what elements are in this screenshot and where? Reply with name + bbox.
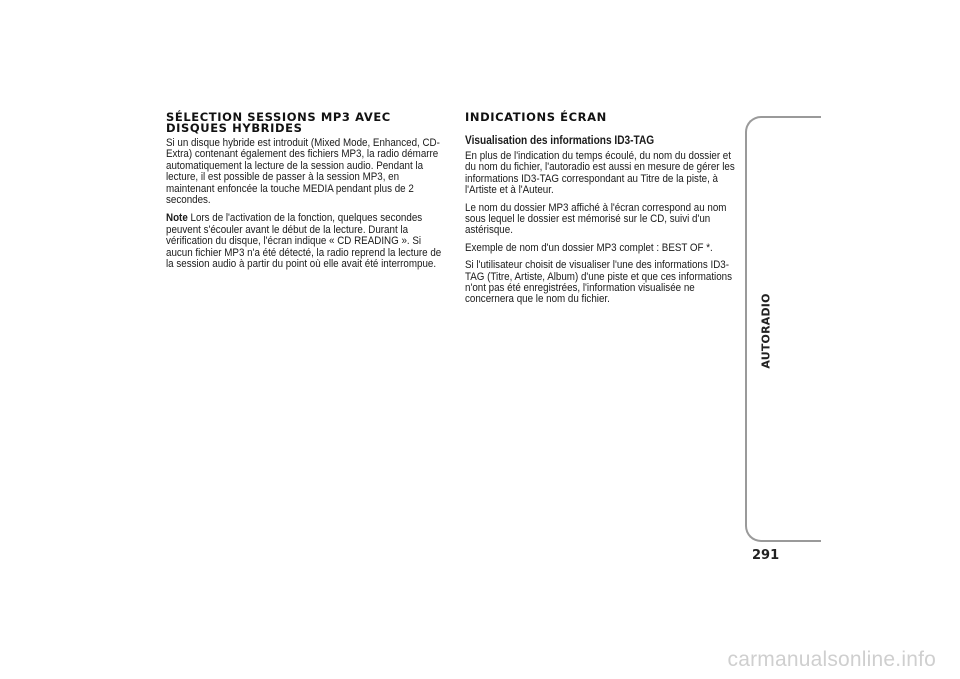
section-heading-mp3-sessions: [166, 112, 448, 134]
id3-paragraph-2: Le nom du dossier MP3 affiché à l'écran correspond au nom sous lequel le dossier est mémorisé sur le CD, suivi d'un astérisque.: [465, 201, 727, 237]
section-heading-display-indications: INDICATIONS ÉCRAN: [465, 110, 607, 124]
right-column: [465, 112, 741, 312]
heading-line-1: SÉLECTION SESSIONS MP3 AVEC: [166, 110, 391, 124]
note-text: Lors de l'activation de la fonction, quelques secondes peuvent s'écouler avant le début de la lecture. Durant la vérification du disque, l'écran indique « CD READING ». Si aucun fichier MP3 n'a été détecté, la radio reprend la lecture de la session audio à partir du point où elle avait été interrompue.: [166, 212, 442, 271]
left-column: [166, 112, 448, 277]
page-number: 291: [752, 548, 780, 563]
id3-paragraph-1: En plus de l'indication du temps écoulé, du nom du dossier et du nom du fichier, l'autoradio est aussi en mesure de gérer les informations ID3-TAG correspondant au Titre de la piste, à l'Artiste et à l'Auteur.: [465, 150, 735, 197]
id3-tag-subheading: Visualisation des informations ID3-TAG: [465, 135, 655, 147]
chapter-tab-label: [756, 293, 776, 369]
note-paragraph: [166, 213, 447, 270]
id3-paragraph-3: Exemple de nom d'un dossier MP3 complet : BEST OF *.: [465, 241, 713, 254]
id3-paragraph-4: Si l'utilisateur choisit de visualiser l'une des informations ID3-TAG (Titre, Artiste, Album) d'une piste et que ces informations n'ont pas été enregistrées, l'information visualisée ne concernera que le nom du fichier.: [465, 259, 733, 306]
watermark-text: carmanualsonline.info: [727, 648, 936, 671]
heading-line-2: DISQUES HYBRIDES: [166, 121, 303, 135]
chapter-tab-text: AUTORADIO: [759, 293, 773, 369]
note-label: Note: [166, 212, 188, 225]
hybrid-disc-paragraph: Si un disque hybride est introduit (Mixed Mode, Enhanced, CD-Extra) contenant également des fichiers MP3, la radio démarre automatiquement la lecture de la session audio. Pendant la lecture, il est possible de passer à la session MP3, en maintenant enfoncée la touche MEDIA pendant plus de 2 secondes.: [166, 137, 440, 207]
